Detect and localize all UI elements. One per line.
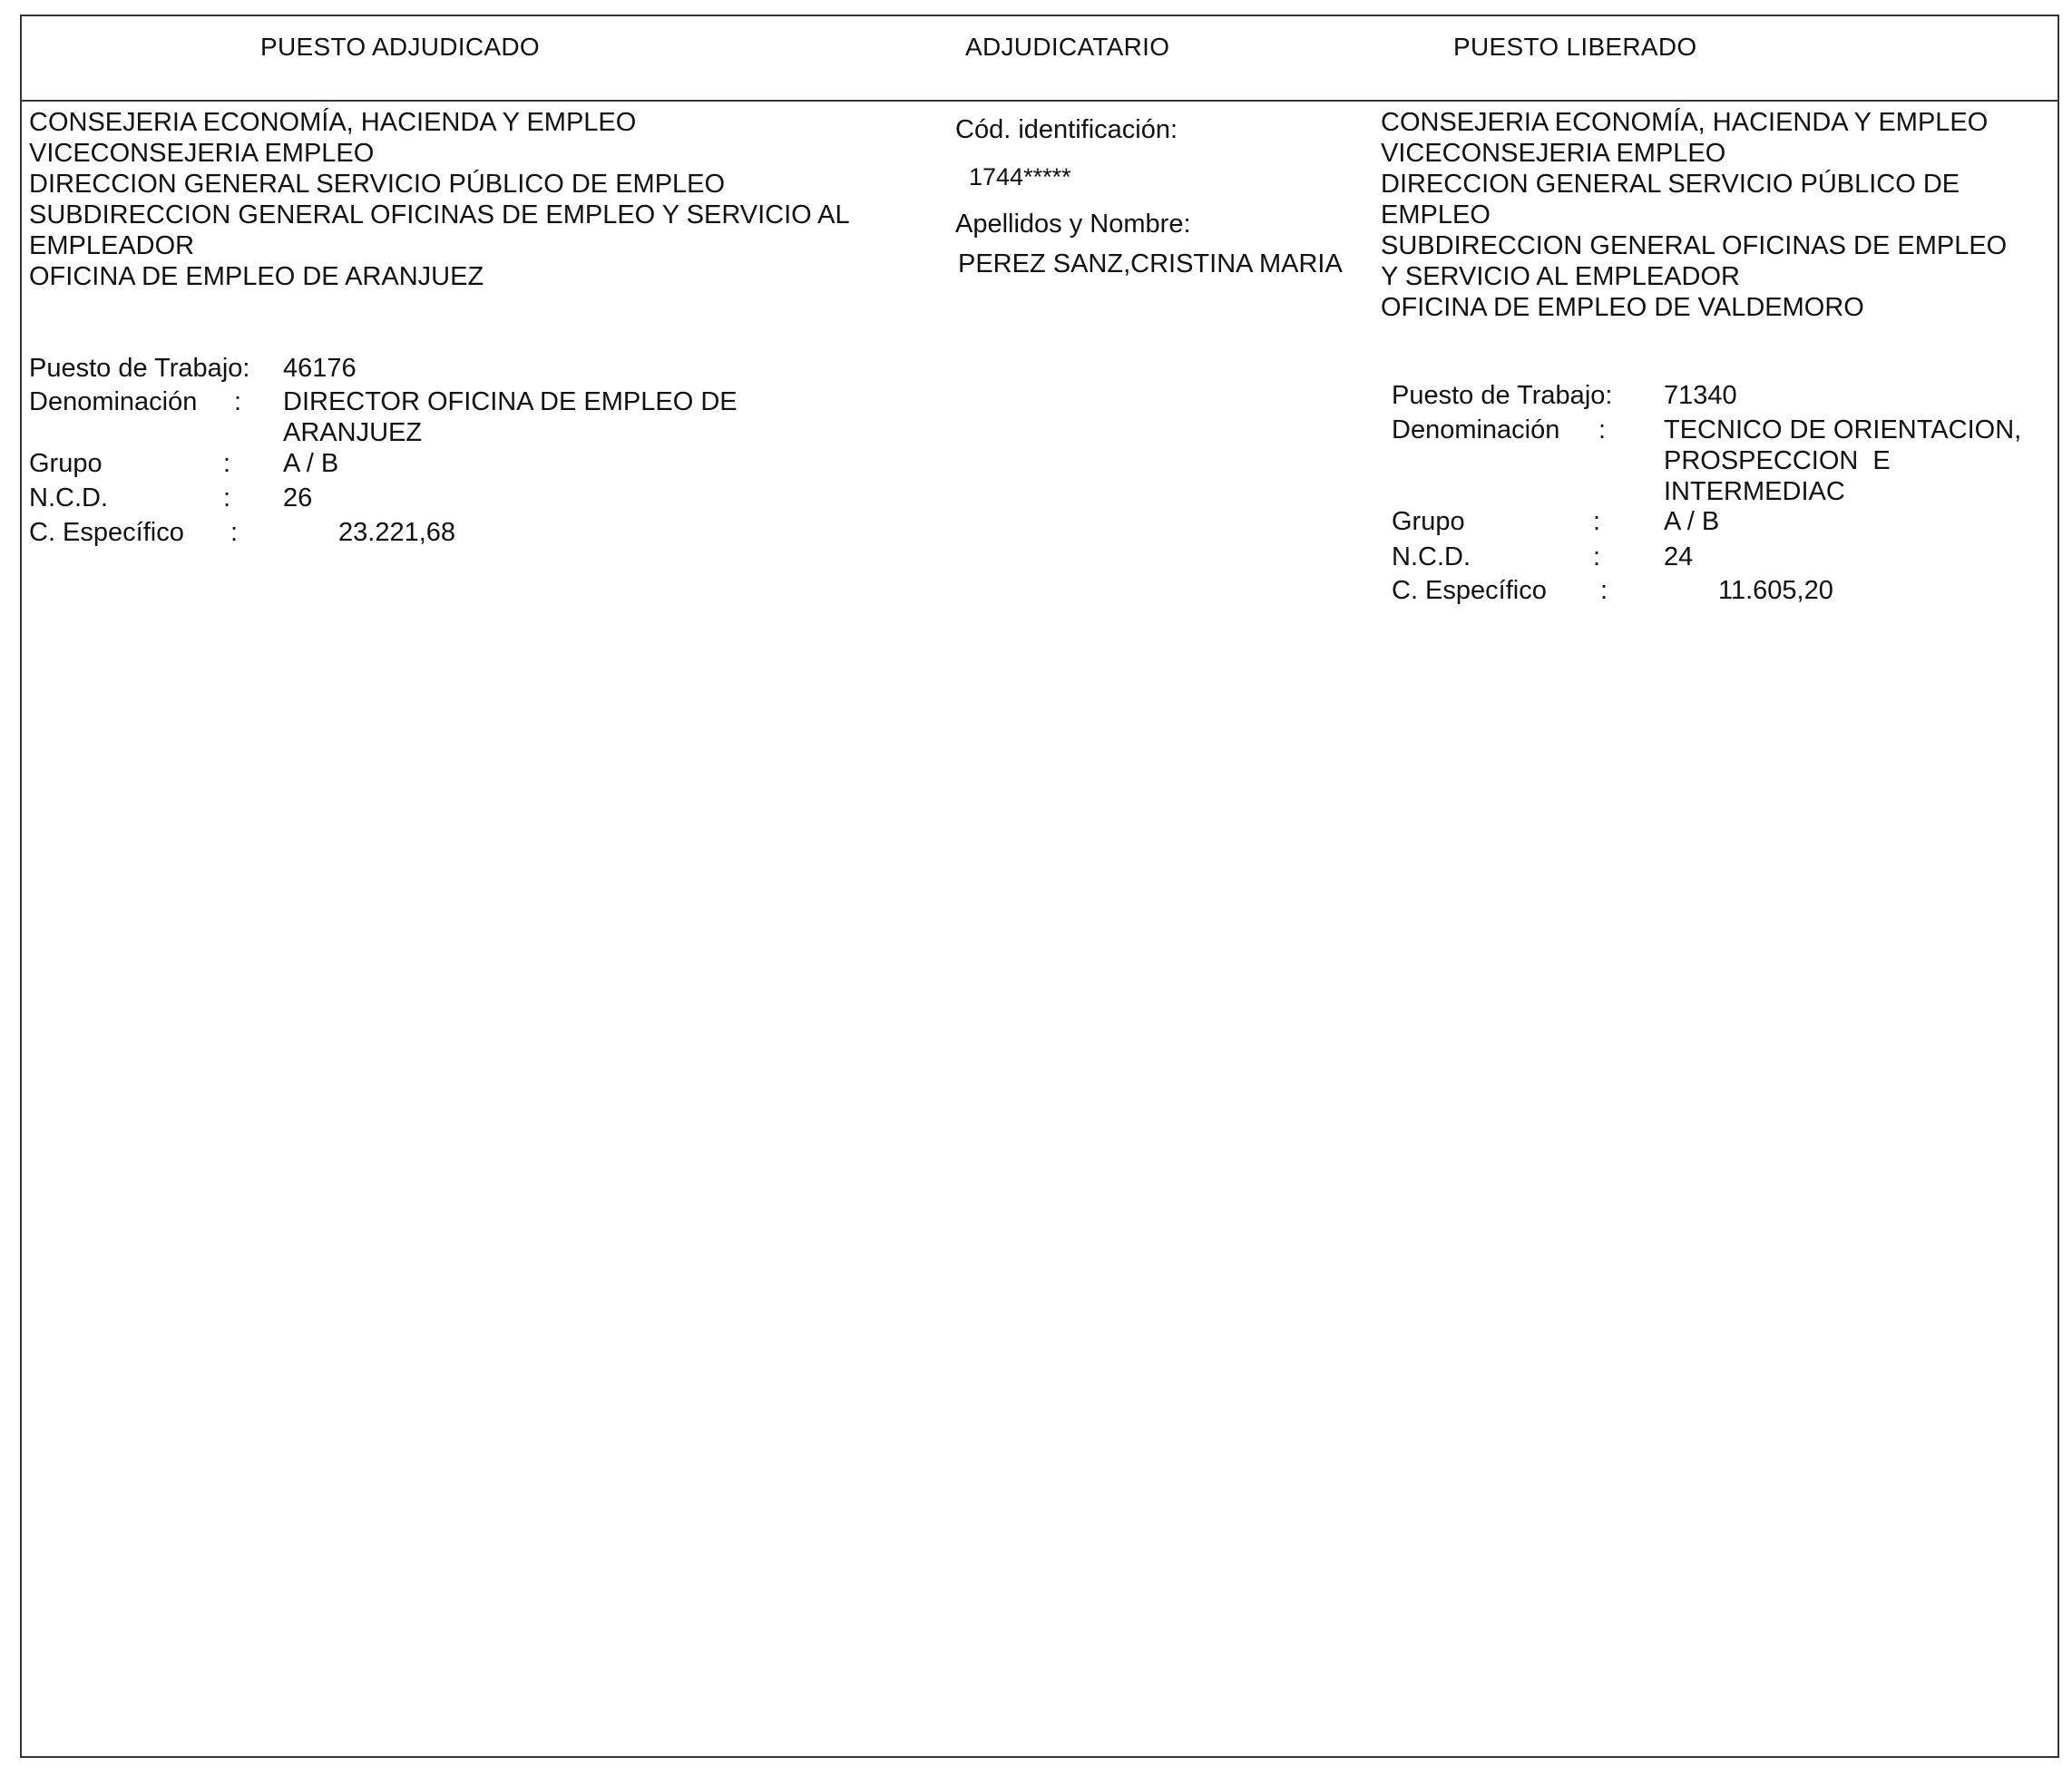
liberado-denominacion-value bbox=[1664, 415, 2021, 507]
cod-identificacion-label: Cód. identificación: bbox=[955, 115, 1178, 144]
org-line: SUBDIRECCION GENERAL OFICINAS DE EMPLEO Y SERVICIO AL bbox=[29, 200, 850, 229]
org-line: DIRECCION GENERAL SERVICIO PÚBLICO DE EMPLEO bbox=[29, 170, 726, 199]
org-line: OFICINA DE EMPLEO DE VALDEMORO bbox=[1381, 293, 1864, 322]
colon: : bbox=[234, 387, 242, 416]
header-adjudicatario: ADJUDICATARIO bbox=[965, 33, 1170, 61]
liberado-puesto-value: 71340 bbox=[1664, 381, 1737, 410]
adjudicado-denominacion-label: Denominación bbox=[29, 387, 198, 416]
header-divider bbox=[20, 100, 2059, 102]
org-line: VICECONSEJERIA EMPLEO bbox=[1381, 139, 1726, 168]
org-line: VICECONSEJERIA EMPLEO bbox=[29, 139, 375, 168]
liberado-grupo-value: A / B bbox=[1664, 507, 1720, 536]
adjudicado-ncd-value: 26 bbox=[283, 483, 313, 513]
adjudicado-puesto-value: 46176 bbox=[283, 354, 357, 383]
org-line: DIRECCION GENERAL SERVICIO PÚBLICO DE bbox=[1381, 170, 1960, 199]
header-puesto-liberado: PUESTO LIBERADO bbox=[1453, 33, 1697, 61]
denominacion-line: PROSPECCION E bbox=[1664, 446, 1891, 475]
adjudicado-especifico-label: C. Específico bbox=[29, 518, 184, 547]
liberado-especifico-label: C. Específico bbox=[1392, 576, 1547, 605]
colon: : bbox=[1600, 576, 1608, 605]
denominacion-line: TECNICO DE ORIENTACION, bbox=[1664, 415, 2022, 444]
colon: : bbox=[1593, 507, 1601, 536]
adjudicado-organization bbox=[29, 107, 850, 292]
liberado-ncd-label: N.C.D. bbox=[1392, 542, 1471, 571]
apellidos-nombre-value: PEREZ SANZ,CRISTINA MARIA bbox=[958, 249, 1343, 278]
org-line: Y SERVICIO AL EMPLEADOR bbox=[1381, 262, 1740, 291]
adjudicado-grupo-value: A / B bbox=[283, 449, 339, 478]
org-line: EMPLEO bbox=[1381, 200, 1490, 229]
liberado-organization bbox=[1381, 107, 2007, 323]
cod-identificacion-value: 1744***** bbox=[969, 163, 1071, 190]
org-line: CONSEJERIA ECONOMÍA, HACIENDA Y EMPLEO bbox=[1381, 108, 1989, 137]
liberado-ncd-value: 24 bbox=[1664, 542, 1694, 571]
denominacion-line: ARANJUEZ bbox=[283, 418, 423, 447]
org-line: SUBDIRECCION GENERAL OFICINAS DE EMPLEO bbox=[1381, 231, 2008, 260]
org-line: OFICINA DE EMPLEO DE ARANJUEZ bbox=[29, 262, 484, 291]
colon: : bbox=[223, 449, 231, 478]
colon: : bbox=[230, 518, 239, 547]
org-line: CONSEJERIA ECONOMÍA, HACIENDA Y EMPLEO bbox=[29, 108, 637, 137]
liberado-puesto-label: Puesto de Trabajo: bbox=[1392, 381, 1613, 410]
colon: : bbox=[1593, 542, 1601, 571]
denominacion-line: DIRECTOR OFICINA DE EMPLEO DE bbox=[283, 387, 738, 416]
apellidos-nombre-label: Apellidos y Nombre: bbox=[955, 210, 1191, 239]
colon: : bbox=[1598, 415, 1607, 444]
header-puesto-adjudicado: PUESTO ADJUDICADO bbox=[260, 33, 540, 61]
adjudicado-ncd-label: N.C.D. bbox=[29, 483, 108, 513]
adjudicado-especifico-value: 23.221,68 bbox=[338, 518, 456, 547]
org-line: EMPLEADOR bbox=[29, 231, 195, 260]
denominacion-line: INTERMEDIAC bbox=[1664, 477, 1845, 506]
adjudicado-puesto-label: Puesto de Trabajo: bbox=[29, 354, 250, 383]
liberado-denominacion-label: Denominación bbox=[1392, 415, 1560, 444]
adjudicado-grupo-label: Grupo bbox=[29, 449, 103, 478]
liberado-especifico-value: 11.605,20 bbox=[1718, 576, 1833, 605]
colon: : bbox=[223, 483, 231, 513]
adjudicado-denominacion-value bbox=[283, 386, 738, 448]
liberado-grupo-label: Grupo bbox=[1392, 507, 1465, 536]
